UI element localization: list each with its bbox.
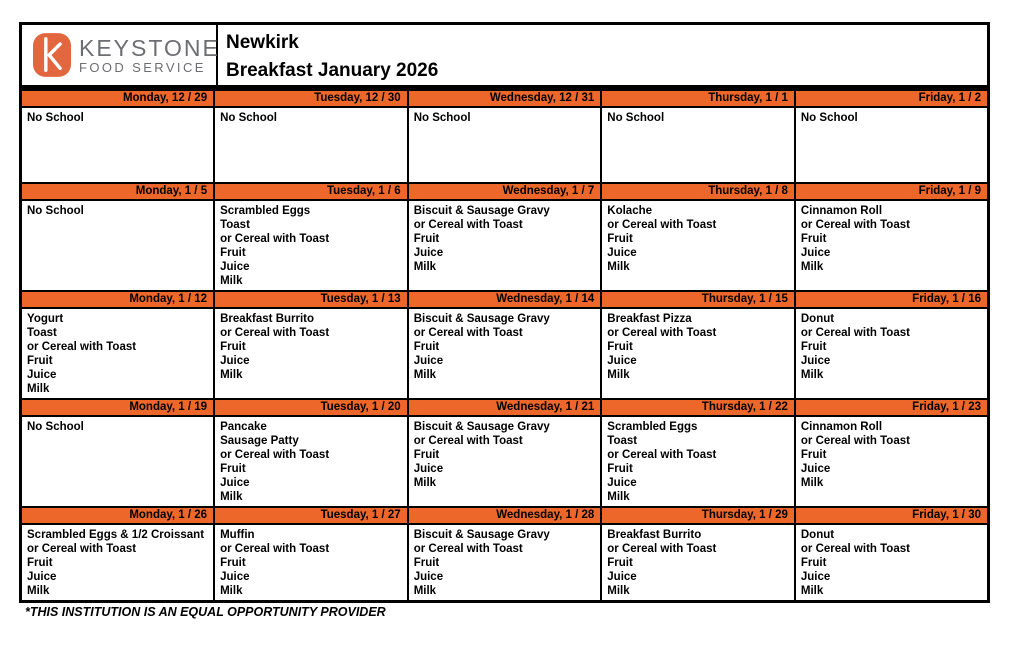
day-header: Monday, 1 / 19 <box>21 399 215 416</box>
menu-item: Toast <box>220 218 250 231</box>
menu-item: Cinnamon Roll <box>800 420 883 433</box>
week-1-menu-row <box>21 107 989 183</box>
menu-item: Donut <box>800 528 835 541</box>
day-header: Thursday, 1 / 15 <box>601 291 795 308</box>
menu-item: Juice <box>413 354 444 367</box>
day-header: Thursday, 1 / 1 <box>601 90 795 107</box>
week-3-header-row <box>21 291 989 308</box>
menu-item: or Cereal with Toast <box>220 542 330 555</box>
day-header: Tuesday, 1 / 20 <box>214 399 408 416</box>
menu-item: or Cereal with Toast <box>220 232 330 245</box>
day-header: Thursday, 1 / 22 <box>601 399 795 416</box>
menu-item: or Cereal with Toast <box>800 326 910 339</box>
menu-item: or Cereal with Toast <box>220 448 330 461</box>
day-header: Friday, 1 / 2 <box>795 90 989 107</box>
menu-cell <box>21 200 215 291</box>
menu-item: or Cereal with Toast <box>607 326 717 339</box>
menu-item: Milk <box>220 490 243 503</box>
menu-item: Biscuit & Sausage Gravy <box>413 420 550 433</box>
day-header: Wednesday, 1 / 28 <box>408 507 602 524</box>
menu-cell <box>601 107 795 183</box>
menu-item: Fruit <box>800 556 827 569</box>
menu-item: Milk <box>800 584 824 597</box>
menu-item: Scrambled Eggs <box>220 204 311 217</box>
menu-item: Muffin <box>220 528 255 541</box>
menu-item: Biscuit & Sausage Gravy <box>413 312 550 325</box>
menu-item: Donut <box>800 312 835 325</box>
menu-cell <box>214 524 408 602</box>
menu-item: Fruit <box>607 556 633 569</box>
equal-opportunity-note: *THIS INSTITUTION IS AN EQUAL OPPORTUNITY PROVIDER <box>25 605 386 619</box>
menu-item: Biscuit & Sausage Gravy <box>413 528 550 541</box>
keystone-logo-icon <box>33 33 71 77</box>
menu-item: Fruit <box>800 448 827 461</box>
menu-item: No School <box>27 111 84 124</box>
menu-item: or Cereal with Toast <box>800 434 910 447</box>
menu-cell <box>408 200 602 291</box>
menu-item: Milk <box>220 274 243 287</box>
menu-cell <box>21 524 215 602</box>
week-1-header-row <box>21 90 989 107</box>
menu-item: Biscuit & Sausage Gravy <box>413 204 550 217</box>
day-header: Wednesday, 1 / 7 <box>408 183 602 200</box>
week-5-header-row <box>21 507 989 524</box>
menu-item: Juice <box>413 570 444 583</box>
menu-item: Fruit <box>220 340 246 353</box>
menu-item: Juice <box>607 354 637 367</box>
menu-item: Juice <box>413 246 444 259</box>
menu-item: No School <box>27 420 84 433</box>
day-header: Friday, 1 / 30 <box>795 507 989 524</box>
menu-item: Milk <box>413 584 437 597</box>
menu-item: or Cereal with Toast <box>607 448 717 461</box>
menu-item: Milk <box>413 368 437 381</box>
menu-item: Milk <box>607 584 630 597</box>
menu-item: No School <box>27 204 84 217</box>
menu-item: Juice <box>607 476 637 489</box>
menu-item: Juice <box>220 354 250 367</box>
menu-item: Milk <box>607 368 630 381</box>
menu-calendar-body <box>21 90 989 602</box>
menu-cell <box>214 107 408 183</box>
day-header: Wednesday, 1 / 14 <box>408 291 602 308</box>
brand-name <box>79 36 220 75</box>
day-header: Monday, 12 / 29 <box>21 90 215 107</box>
menu-cell <box>214 200 408 291</box>
menu-item: Breakfast Pizza <box>607 312 692 325</box>
menu-cell <box>214 416 408 507</box>
menu-item: Kolache <box>607 204 653 217</box>
menu-cell <box>408 308 602 399</box>
menu-title: Breakfast January 2026 <box>226 60 439 81</box>
menu-item: No School <box>413 111 471 124</box>
calendar-wrap <box>19 88 990 603</box>
menu-item: Milk <box>220 584 243 597</box>
menu-item: Milk <box>800 368 824 381</box>
menu-item: or Cereal with Toast <box>607 218 717 231</box>
menu-item: Juice <box>27 570 57 583</box>
menu-item: Juice <box>800 570 831 583</box>
menu-item: Juice <box>413 462 444 475</box>
week-2-header-row <box>21 183 989 200</box>
menu-item: Milk <box>220 368 243 381</box>
menu-item: Fruit <box>607 232 633 245</box>
day-header: Friday, 1 / 23 <box>795 399 989 416</box>
day-header: Friday, 1 / 9 <box>795 183 989 200</box>
menu-item: Breakfast Burrito <box>220 312 315 325</box>
menu-item: Juice <box>607 246 637 259</box>
menu-item: Fruit <box>220 246 246 259</box>
menu-item: or Cereal with Toast <box>800 218 910 231</box>
menu-calendar <box>19 88 990 603</box>
menu-cell <box>408 524 602 602</box>
menu-item: or Cereal with Toast <box>413 542 523 555</box>
day-header: Wednesday, 12 / 31 <box>408 90 602 107</box>
menu-item: Toast <box>607 434 638 447</box>
menu-item: Fruit <box>220 462 246 475</box>
week-5-menu-row <box>21 524 989 602</box>
site-name: Newkirk <box>226 32 299 53</box>
day-header: Friday, 1 / 16 <box>795 291 989 308</box>
menu-cell <box>795 200 989 291</box>
menu-item: Juice <box>800 246 831 259</box>
menu-item: Juice <box>220 476 250 489</box>
menu-item: Fruit <box>607 340 633 353</box>
menu-item: Fruit <box>413 556 440 569</box>
menu-cell <box>795 524 989 602</box>
day-header: Thursday, 1 / 8 <box>601 183 795 200</box>
week-2-menu-row <box>21 200 989 291</box>
menu-item: Milk <box>27 382 50 395</box>
menu-item: Fruit <box>27 354 53 367</box>
day-header: Tuesday, 1 / 13 <box>214 291 408 308</box>
menu-cell <box>408 107 602 183</box>
title-cell <box>218 25 438 85</box>
day-header: Tuesday, 1 / 6 <box>214 183 408 200</box>
menu-cell <box>408 416 602 507</box>
menu-cell <box>21 416 215 507</box>
brand-name-line2: FOOD SERVICE <box>79 59 206 75</box>
menu-item: Yogurt <box>27 312 64 325</box>
menu-item: Milk <box>800 476 824 489</box>
menu-cell <box>21 308 215 399</box>
menu-item: or Cereal with Toast <box>800 542 910 555</box>
menu-item: Fruit <box>27 556 53 569</box>
menu-cell <box>795 416 989 507</box>
menu-cell <box>21 107 215 183</box>
menu-item: Fruit <box>413 448 440 461</box>
menu-item: Scrambled Eggs & 1/2 Croissant <box>27 528 205 541</box>
menu-cell <box>214 308 408 399</box>
document-header <box>19 22 990 88</box>
week-3-menu-row <box>21 308 989 399</box>
menu-item: Juice <box>27 368 57 381</box>
menu-cell <box>795 107 989 183</box>
menu-item: or Cereal with Toast <box>413 218 523 231</box>
menu-item: Juice <box>800 354 831 367</box>
menu-item: Juice <box>607 570 637 583</box>
menu-item: Milk <box>413 260 437 273</box>
day-header: Monday, 1 / 5 <box>21 183 215 200</box>
menu-item: Fruit <box>800 340 827 353</box>
day-header: Tuesday, 12 / 30 <box>214 90 408 107</box>
menu-item: No School <box>607 111 665 124</box>
menu-item: or Cereal with Toast <box>220 326 330 339</box>
day-header: Monday, 1 / 12 <box>21 291 215 308</box>
menu-cell <box>795 308 989 399</box>
day-header: Monday, 1 / 26 <box>21 507 215 524</box>
menu-item: Fruit <box>413 232 440 245</box>
menu-item: or Cereal with Toast <box>27 542 137 555</box>
menu-item: No School <box>800 111 858 124</box>
brand-name-line1: KEYSTONE <box>79 34 220 61</box>
menu-item: Milk <box>607 490 630 503</box>
menu-item: Milk <box>607 260 630 273</box>
menu-item: or Cereal with Toast <box>27 340 137 353</box>
menu-item: Scrambled Eggs <box>607 420 698 433</box>
day-header: Tuesday, 1 / 27 <box>214 507 408 524</box>
menu-item: Pancake <box>220 420 267 433</box>
menu-item: Fruit <box>607 462 633 475</box>
menu-item: No School <box>220 111 277 124</box>
week-4-header-row <box>21 399 989 416</box>
menu-item: Fruit <box>800 232 827 245</box>
day-header: Wednesday, 1 / 21 <box>408 399 602 416</box>
menu-cell <box>601 416 795 507</box>
menu-cell <box>601 200 795 291</box>
menu-item: Juice <box>220 260 250 273</box>
day-header: Thursday, 1 / 29 <box>601 507 795 524</box>
menu-cell <box>601 308 795 399</box>
week-4-menu-row <box>21 416 989 507</box>
menu-item: Toast <box>27 326 57 339</box>
menu-item: Cinnamon Roll <box>800 204 883 217</box>
menu-item: or Cereal with Toast <box>413 434 523 447</box>
menu-item: Juice <box>800 462 831 475</box>
menu-item: or Cereal with Toast <box>413 326 523 339</box>
menu-item: or Cereal with Toast <box>607 542 717 555</box>
menu-item: Milk <box>800 260 824 273</box>
menu-item: Milk <box>413 476 437 489</box>
brand-logo-cell <box>22 25 218 85</box>
menu-item: Fruit <box>413 340 440 353</box>
menu-item: Fruit <box>220 556 246 569</box>
menu-item: Breakfast Burrito <box>607 528 702 541</box>
menu-item: Sausage Patty <box>220 434 299 447</box>
menu-item: Juice <box>220 570 250 583</box>
menu-item: Milk <box>27 584 50 597</box>
menu-cell <box>601 524 795 602</box>
